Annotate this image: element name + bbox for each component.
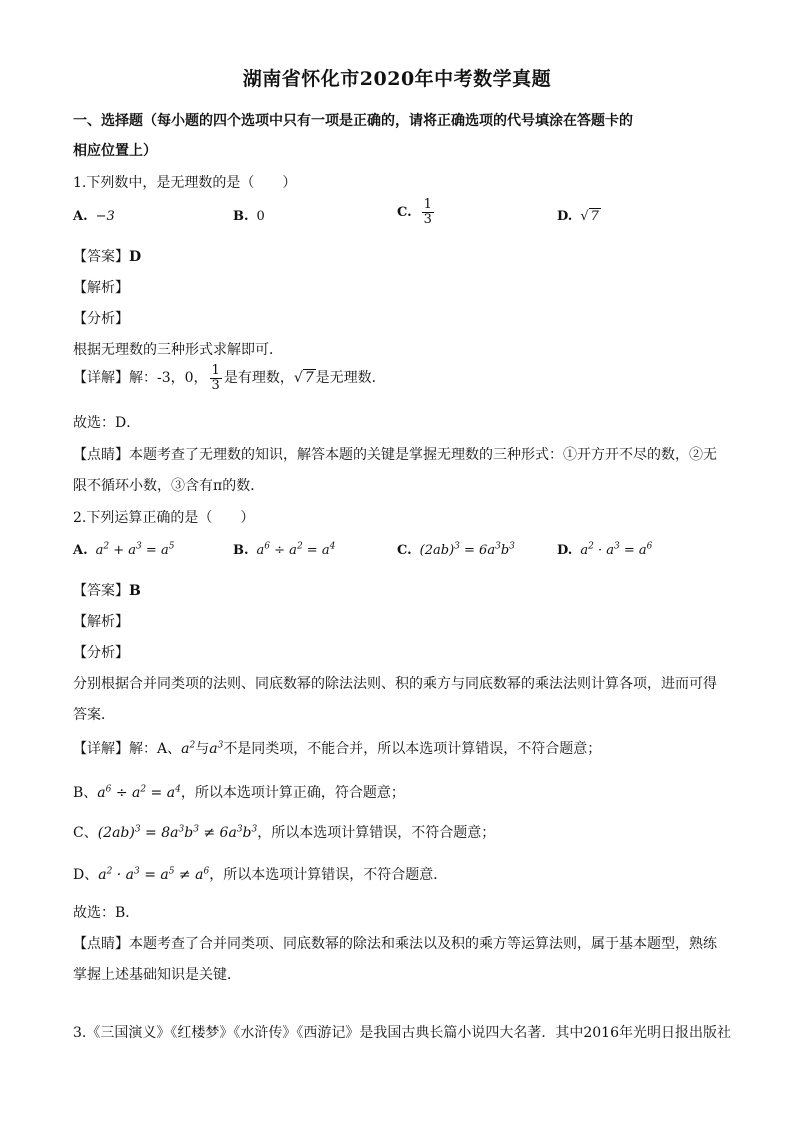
q2-dianjing-text1: 本题考查了合并同类项、同底数幂的除法和乘法以及积的乘方等运算法则，属于基本题型，熟练 — [129, 936, 717, 952]
section-heading-line1: 一、选择题（每小题的四个选项中只有一项是正确的，请将正确选项的代号填涂在答题卡的 — [73, 113, 633, 129]
q1-answer-tag: 【答案】 — [73, 249, 129, 265]
q1-detail-numerator: 1 — [211, 363, 220, 378]
q1-option-b-value: 0 — [256, 209, 265, 224]
q1-option-a — [73, 209, 115, 224]
q2-option-d-label: D. — [557, 543, 573, 559]
q1-dianjing-line1 — [73, 444, 717, 464]
q2-answer-value: B — [129, 583, 141, 599]
q2-detail-a-mid: 与 — [195, 741, 210, 757]
q1-detail-tag: 【详解】 — [73, 370, 129, 387]
q1-fenxi: 【分析】 — [73, 311, 129, 327]
q2-option-b-label: B. — [233, 543, 249, 559]
q2-analysis-line1: 分别根据合并同类项的法则、同底数幂的除法法则、积的乘方与同底数幂的乘法法则计算各项，进而可得 — [73, 676, 717, 692]
q2-detail-a: 【详解】解：A、$a^2$与$a^3$不是同类项，不能合并，所以本选项计算错误，不符合题意； — [73, 740, 602, 757]
q2-fenxi: 【分析】 — [73, 645, 129, 661]
q1-option-d-radicand: 7 — [590, 209, 599, 224]
q2-detail-c-pre: C、 — [73, 825, 98, 841]
q1-jiexi: 【解析】 — [73, 280, 129, 296]
q1-detail — [73, 364, 386, 392]
q1-option-d-sqrt: √ 7 — [580, 209, 599, 224]
q1-option-b — [233, 209, 265, 224]
q1-option-a-value: −3 — [95, 209, 115, 224]
q2-option-b: B. $a^6 \div a^2 = a^4$ — [233, 542, 336, 559]
q1-detail-pre: 解：-3，0， — [129, 370, 208, 387]
q1-dianjing-text1: 本题考查了无理数的知识，解答本题的关键是掌握无理数的三种形式：①开方开不尽的数，②无 — [129, 447, 717, 463]
q2-detail-d-post: ，所以本选项计算错误，不符合题意． — [209, 867, 448, 883]
q1-dianjing-line2: 限不循环小数，③含有π的数． — [73, 478, 265, 494]
q2-detail-c: C、$(2ab)^3 = 8a^3b^3 \ne 6a^3b^3$，所以本选项计算错误，不符合题意； — [73, 824, 496, 841]
q2-dianjing-line1 — [73, 933, 717, 953]
q1-detail-denominator: 3 — [211, 377, 220, 393]
q1-option-c-denominator: 3 — [423, 211, 432, 227]
q2-detail-b-post: ，所以本选项计算正确，符合题意； — [180, 785, 405, 801]
q1-detail-post: 是无理数． — [315, 370, 386, 387]
q2-option-a-label: A. — [73, 543, 88, 559]
q2-detail-b: B、$a^6 \div a^2 = a^4$，所以本选项计算正确，符合题意； — [73, 784, 405, 801]
q2-option-a: A. $a^2 + a^3 = a^5$ — [73, 542, 175, 559]
q1-option-d-label: D. — [557, 209, 573, 224]
q1-option-a-label: A. — [73, 209, 88, 224]
q2-detail-c-post: ，所以本选项计算错误，不符合题意； — [257, 825, 496, 841]
q1-option-d — [557, 209, 601, 224]
q1-stem: 1.下列数中，是无理数的是（ ） — [73, 175, 297, 191]
q2-jiexi: 【解析】 — [73, 614, 129, 630]
q1-analysis: 根据无理数的三种形式求解即可． — [73, 342, 283, 358]
page-title: 湖南省怀化市2020年中考数学真题 — [242, 68, 552, 90]
q2-detail-a-pre: 解：A、 — [129, 741, 182, 757]
q2-detail-d: D、$a^2 \cdot a^3 = a^5 \ne a^6$，所以本选项计算错误，不符合题意． — [73, 866, 448, 883]
q1-detail-sqrt: √ 7 — [293, 370, 314, 387]
q1-detail-radicand: 7 — [304, 370, 314, 387]
q1-dianjing-tag: 【点睛】 — [73, 447, 129, 463]
q1-option-c-fraction — [422, 198, 434, 226]
q1-choose: 故选：D． — [73, 415, 141, 431]
q1-option-c — [397, 198, 436, 226]
q2-detail-b-pre: B、 — [73, 785, 98, 801]
q1-option-b-label: B. — [233, 209, 249, 224]
q2-detail-d-pre: D、 — [73, 867, 99, 883]
q3-stem: 3.《三国演义》《红楼梦》《水浒传》《西游记》是我国古典长篇小说四大名著．其中2016年光明日报出版社 — [73, 1025, 731, 1041]
q1-answer-value: D — [129, 249, 142, 265]
q2-option-d: D. $a^2 \cdot a^3 = a^6$ — [557, 542, 653, 559]
section-heading-line2: 相应位置上） — [73, 143, 157, 159]
q2-answer — [73, 580, 141, 600]
q2-detail-tag: 【详解】 — [73, 741, 129, 757]
q2-answer-tag: 【答案】 — [73, 583, 129, 599]
q2-detail-a-post: 不是同类项，不能合并，所以本选项计算错误，不符合题意； — [223, 741, 602, 757]
q2-dianjing-line2: 掌握上述基础知识是关键． — [73, 967, 241, 983]
q1-answer — [73, 246, 141, 266]
q2-analysis-line2: 答案． — [73, 707, 115, 723]
q1-option-c-label: C. — [397, 204, 412, 220]
q2-option-c: C. $(2ab)^3 = 6a^3b^3$ — [397, 542, 515, 559]
q1-detail-fraction — [210, 364, 222, 392]
q1-option-c-numerator: 1 — [423, 197, 432, 212]
q2-dianjing-tag: 【点睛】 — [73, 936, 129, 952]
q2-option-c-label: C. — [397, 543, 412, 559]
q2-choose: 故选：B． — [73, 905, 140, 921]
q1-detail-mid: 是有理数， — [223, 370, 294, 387]
q2-stem: 2.下列运算正确的是（ ） — [73, 510, 255, 526]
